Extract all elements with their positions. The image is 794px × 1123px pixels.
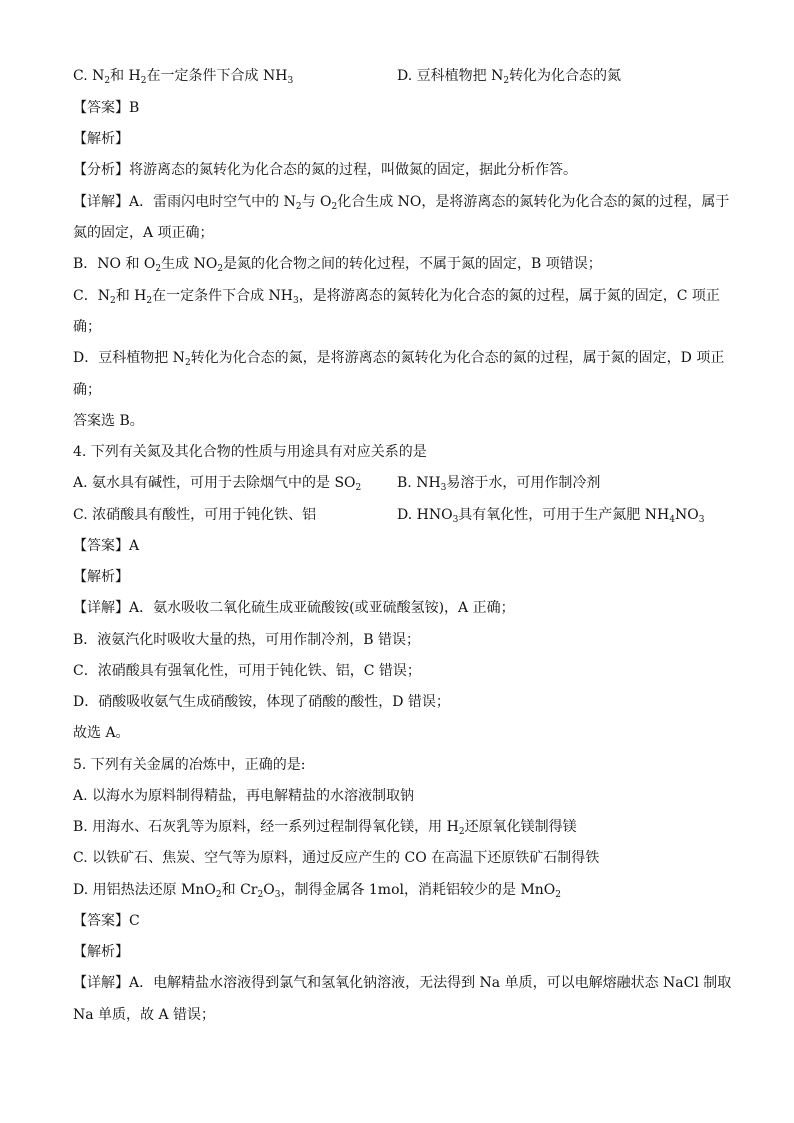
q3-detail-a-line1: 【详解】A．雷雨闪电时空气中的 $N_2$与 $O_2$化合生成 NO，是将游离态的氮转化为化合态的氮的过程，属于 bbox=[73, 194, 730, 212]
q3-option-d: D. 豆科植物把 $N_2$转化为化合态的氮 bbox=[397, 68, 622, 86]
q5-option-a: A. 以海水为原料制得精盐，再电解精盐的水溶液制取钠 bbox=[73, 788, 415, 804]
q3-analysis-label: 【解析】 bbox=[73, 131, 129, 147]
q5-answer: 【答案】C bbox=[73, 913, 140, 929]
q4-conclusion: 故选 A。 bbox=[73, 725, 130, 741]
q3-option-c: C. $N_2$和 $H_2$在一定条件下合成 $NH_3$ bbox=[73, 68, 294, 86]
q3-answer: 【答案】B bbox=[73, 100, 140, 116]
q4-option-a: A. 氨水具有碱性，可用于去除烟气中的是 $SO_2$ bbox=[73, 475, 362, 493]
q4-stem: 4. 下列有关氮及其化合物的性质与用途具有对应关系的是 bbox=[73, 444, 427, 460]
q3-detail-c-line2: 确； bbox=[73, 319, 101, 335]
q3-detail-c-line1: C．$N_2$和 $H_2$在一定条件下合成 $NH_3$，是将游离态的氮转化为化合态的氮的过程，属于氮的固定，C 项正 bbox=[73, 288, 720, 306]
q4-detail-d: D．硝酸吸收氨气生成硝酸铵，体现了硝酸的酸性，D 错误； bbox=[73, 694, 450, 710]
q3-conclusion: 答案选 B。 bbox=[73, 413, 144, 429]
q4-detail-c: C．浓硝酸具有强氧化性，可用于钝化铁、铝，C 错误； bbox=[73, 663, 421, 679]
q3-detail-a-line2: 氮的固定，A 项正确； bbox=[73, 225, 214, 241]
q3-fenxi: 【分析】将游离态的氮转化为化合态的氮的过程，叫做氮的固定，据此分析作答。 bbox=[73, 162, 577, 178]
q4-option-d: D. $HNO_3$具有氧化性，可用于生产氮肥 $NH_4NO_3$ bbox=[397, 507, 705, 525]
q5-option-b: B. 用海水、石灰乳等为原料，经一系列过程制得氧化镁，用 $H_2$还原氧化镁制得镁 bbox=[73, 819, 577, 837]
q3-detail-b: B．NO 和 $O_2$生成 $NO_2$是氮的化合物之间的转化过程，不属于氮的固定，B 项错误； bbox=[73, 256, 602, 274]
q4-detail-a: 【详解】A．氨水吸收二氧化硫生成亚硫酸铵(或亚硫酸氢铵)，A 正确； bbox=[73, 600, 515, 616]
q3-detail-d-line1: D．豆科植物把 $N_2$转化为化合态的氮，是将游离态的氮转化为化合态的氮的过程，属于氮的固定，D 项正 bbox=[73, 350, 725, 368]
q5-option-c: C. 以铁矿石、焦炭、空气等为原料，通过反应产生的 CO 在高温下还原铁矿石制得铁 bbox=[73, 850, 600, 866]
q3-detail-d-line2: 确； bbox=[73, 382, 101, 398]
q4-option-c: C. 浓硝酸具有酸性，可用于钝化铁、铝 bbox=[73, 507, 317, 523]
q4-answer: 【答案】A bbox=[73, 538, 140, 554]
q4-analysis-label: 【解析】 bbox=[73, 569, 129, 585]
q5-detail-a-line2: Na 单质，故 A 错误； bbox=[73, 1007, 216, 1023]
q5-detail-a-line1: 【详解】A．电解精盐水溶液得到氯气和氢氧化钠溶液，无法得到 Na 单质，可以电解熔融状态 NaCl 制取 bbox=[73, 975, 732, 991]
q5-stem: 5. 下列有关金属的冶炼中，正确的是: bbox=[73, 757, 306, 773]
q5-analysis-label: 【解析】 bbox=[73, 944, 129, 960]
q4-option-b: B. $NH_3$易溶于水，可用作制冷剂 bbox=[397, 475, 601, 493]
q5-option-d: D. 用铝热法还原 MnO$_2$和 $Cr_2O_3$，制得金属各 1mol，消耗铝较少的是 MnO$_2$ bbox=[73, 882, 562, 900]
q4-detail-b: B．液氨汽化时吸收大量的热，可用作制冷剂，B 错误； bbox=[73, 632, 421, 648]
